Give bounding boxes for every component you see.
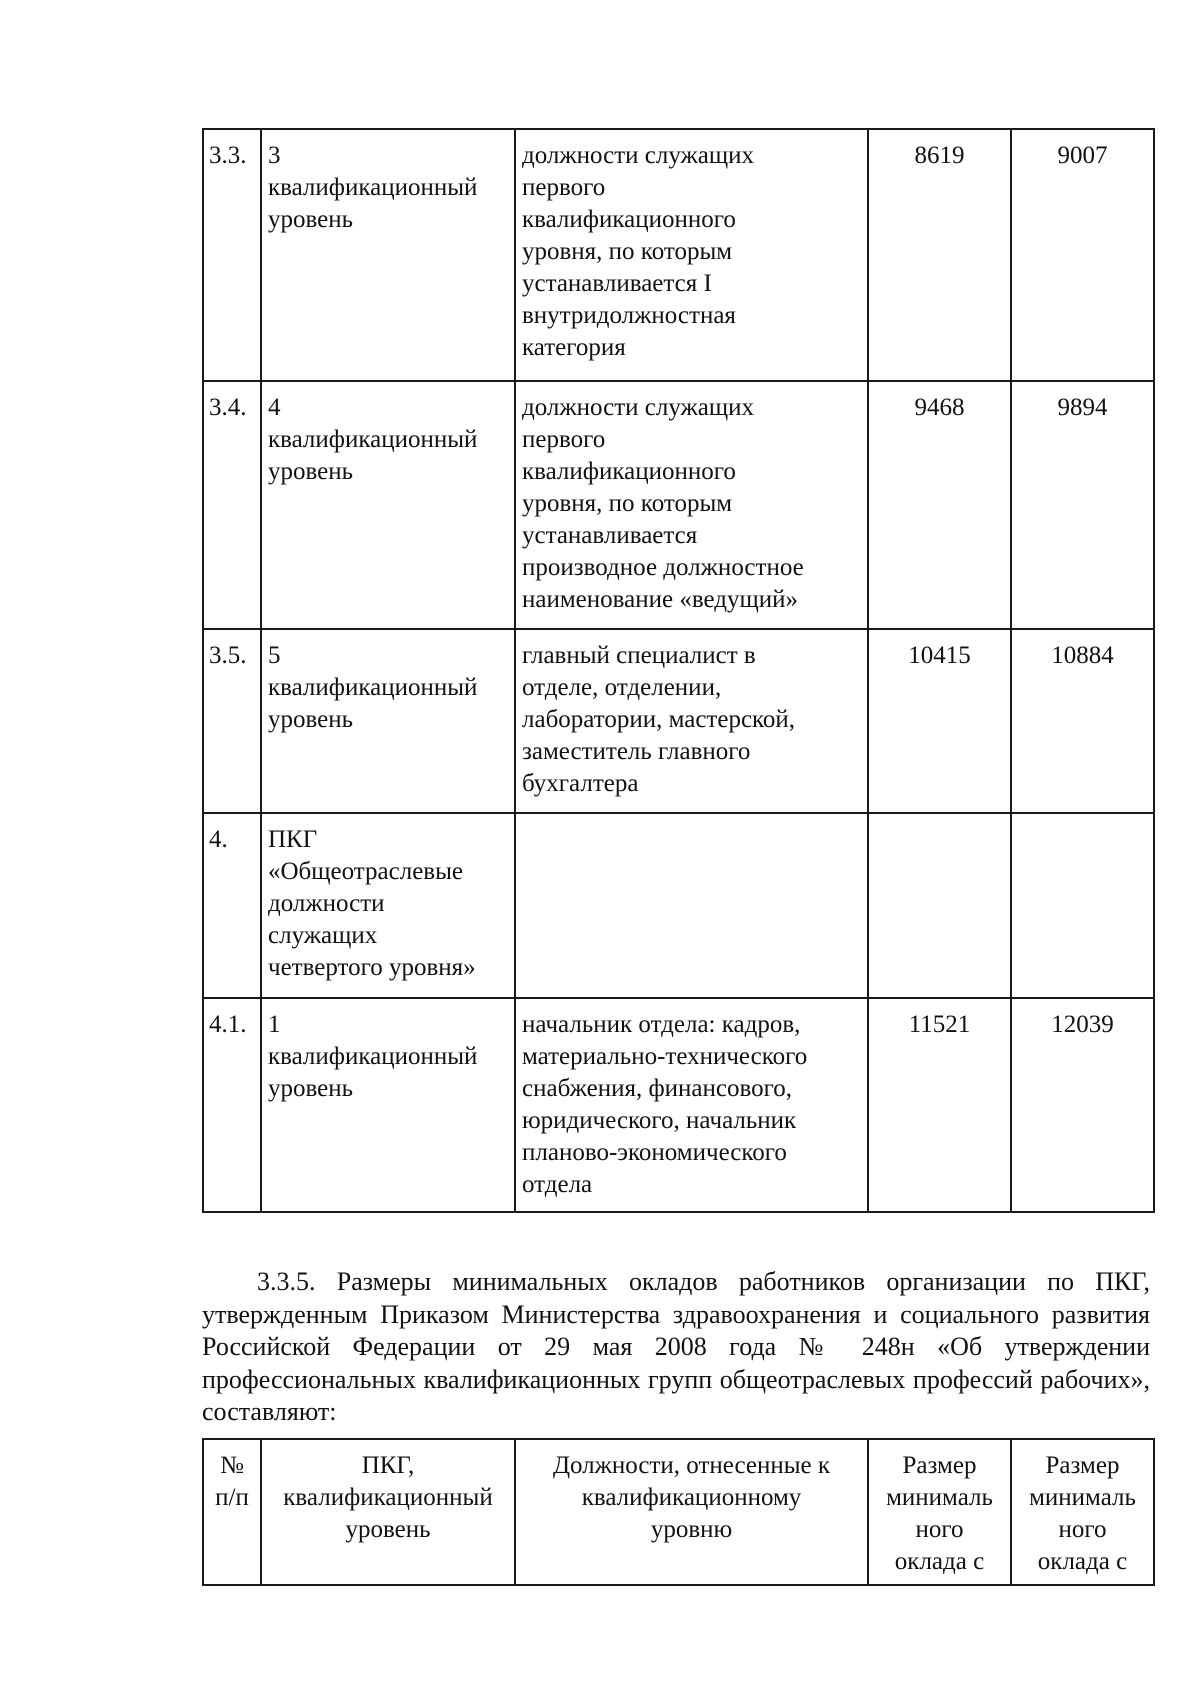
- cell-line: снабжения, финансового,: [522, 1075, 793, 1102]
- row-number: 4.1.: [203, 998, 261, 1212]
- header-line: Размер: [902, 1452, 977, 1479]
- cell-line: уровня, по которым: [522, 238, 733, 265]
- header-line: ного: [915, 1516, 964, 1543]
- row-number: 4.: [203, 813, 261, 998]
- cell-line: уровень: [268, 206, 354, 233]
- row-number: 3.4.: [203, 381, 261, 629]
- header-line: минималь: [1029, 1484, 1136, 1511]
- header-positions: [515, 1439, 868, 1585]
- salary-new: 9894: [1011, 381, 1154, 629]
- header-line: Должности, отнесенные к: [552, 1452, 831, 1479]
- header-line: оклада с: [894, 1548, 985, 1575]
- row-number: 3.3.: [203, 129, 261, 381]
- cell-line: служащих: [268, 922, 378, 949]
- cell-line: квалификационный: [268, 1043, 478, 1070]
- cell-line: производное должностное: [522, 554, 804, 581]
- table-row: [203, 129, 1154, 381]
- qualification-level: [261, 813, 515, 998]
- header-line: ПКГ,: [361, 1452, 415, 1479]
- salary-table: [202, 128, 1155, 1213]
- positions: [515, 813, 868, 998]
- cell-line: отдела: [522, 1171, 593, 1198]
- qualification-level: [261, 629, 515, 813]
- cell-line: квалификационный: [268, 174, 478, 201]
- cell-line: уровень: [268, 458, 354, 485]
- cell-line: квалификационный: [268, 674, 478, 701]
- header-salary-a: [868, 1439, 1011, 1585]
- qualification-level: [261, 129, 515, 381]
- workers-salary-table-header: [202, 1438, 1155, 1586]
- cell-line: должности: [268, 890, 385, 917]
- salary-min: 8619: [868, 129, 1011, 381]
- cell-line: 3: [268, 142, 281, 169]
- table-row: [203, 629, 1154, 813]
- cell-line: планово-экономического: [522, 1139, 787, 1166]
- cell-line: начальник отдела: кадров,: [522, 1011, 801, 1038]
- cell-line: квалификационный: [268, 426, 478, 453]
- cell-line: категория: [522, 334, 626, 361]
- cell-line: уровень: [268, 1075, 354, 1102]
- cell-line: 1: [268, 1011, 281, 1038]
- cell-line: первого: [522, 174, 606, 201]
- salary-min: [868, 813, 1011, 998]
- row-number: 3.5.: [203, 629, 261, 813]
- cell-line: 5: [268, 642, 281, 669]
- header-line: минималь: [886, 1484, 993, 1511]
- cell-line: 4: [268, 394, 281, 421]
- header-salary-b: [1011, 1439, 1154, 1585]
- cell-line: бухгалтера: [522, 770, 639, 797]
- header-group: [261, 1439, 515, 1585]
- qualification-level: [261, 998, 515, 1212]
- salary-new: 9007: [1011, 129, 1154, 381]
- header-line: уровень: [345, 1516, 431, 1543]
- salary-new: 12039: [1011, 998, 1154, 1212]
- cell-line: отделе, отделении,: [522, 674, 722, 701]
- cell-line: лаборатории, мастерской,: [522, 706, 796, 733]
- header-line: Размер: [1045, 1452, 1120, 1479]
- salary-new: 10884: [1011, 629, 1154, 813]
- positions: [515, 381, 868, 629]
- cell-line: квалификационного: [522, 206, 736, 233]
- cell-line: наименование «ведущий»: [522, 586, 798, 613]
- cell-line: устанавливается: [522, 522, 698, 549]
- header-line: уровню: [650, 1516, 733, 1543]
- table-row: [203, 813, 1154, 998]
- cell-line: должности служащих: [522, 394, 755, 421]
- table-row: [203, 381, 1154, 629]
- positions: [515, 129, 868, 381]
- cell-line: квалификационного: [522, 458, 736, 485]
- salary-new: [1011, 813, 1154, 998]
- header-line: №: [220, 1452, 244, 1479]
- salary-min: 9468: [868, 381, 1011, 629]
- cell-line: юридического, начальник: [522, 1107, 797, 1134]
- positions: [515, 998, 868, 1212]
- table-row: [203, 998, 1154, 1212]
- header-line: п/п: [215, 1484, 249, 1511]
- header-line: квалификационному: [581, 1484, 802, 1511]
- header-line: квалификационный: [283, 1484, 493, 1511]
- header-line: ного: [1058, 1516, 1107, 1543]
- header-line: оклада с: [1037, 1548, 1128, 1575]
- cell-line: главный специалист в: [522, 642, 756, 669]
- positions: [515, 629, 868, 813]
- salary-min: 10415: [868, 629, 1011, 813]
- qualification-level: [261, 381, 515, 629]
- cell-line: первого: [522, 426, 606, 453]
- cell-line: материально-технического: [522, 1043, 808, 1070]
- cell-line: «Общеотраслевые: [268, 858, 463, 885]
- salary-min: 11521: [868, 998, 1011, 1212]
- cell-line: ПКГ: [268, 826, 318, 853]
- paragraph-3-3-5: 3.3.5. Размеры минимальных окладов работников организации по ПКГ, утвержденным Приказом Министерства здравоохранения и социального развития Российской Федерации от 29 мая 2008 года № 248н «Об утверждении профессиональных квалификационных групп общеотраслевых профессий рабочих», составляют:: [202, 1267, 1150, 1426]
- cell-line: заместитель главного: [522, 738, 751, 765]
- cell-line: должности служащих: [522, 142, 755, 169]
- cell-line: уровня, по которым: [522, 490, 733, 517]
- cell-line: внутридолжностная: [522, 302, 736, 329]
- header-num: [203, 1439, 261, 1585]
- cell-line: устанавливается I: [522, 270, 712, 297]
- cell-line: четвертого уровня»: [268, 954, 476, 981]
- cell-line: уровень: [268, 706, 354, 733]
- header-row: [203, 1439, 1154, 1585]
